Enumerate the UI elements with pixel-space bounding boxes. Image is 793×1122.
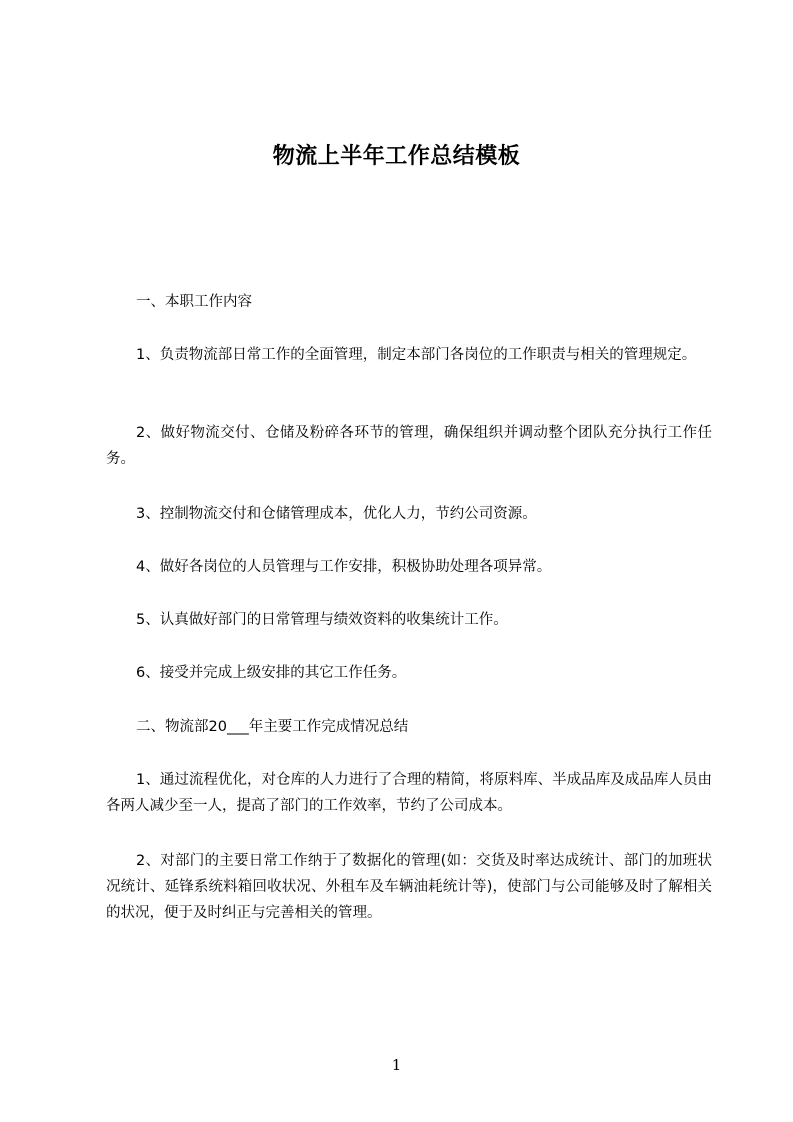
section-heading-2: 二、物流部20___年主要工作完成情况总结 <box>136 719 409 735</box>
paragraph-1-5: 5、认真做好部门的日常管理与绩效资料的收集统计工作。 <box>136 612 508 628</box>
section-heading-1: 一、本职工作内容 <box>136 294 252 310</box>
document-title: 物流上半年工作总结模板 <box>272 144 521 169</box>
paragraph-1-4: 4、做好各岗位的人员管理与工作安排，积极协助处理各项异常。 <box>136 559 552 575</box>
page-number: 1 <box>391 1056 402 1074</box>
paragraph-1-3: 3、控制物流交付和仓储管理成本，优化人力，节约公司资源。 <box>136 506 537 522</box>
paragraph-1-1: 1、负责物流部日常工作的全面管理，制定本部门各岗位的工作职责与相关的管理规定。 <box>136 347 697 363</box>
paragraph-2-1: 1、通过流程优化，对仓库的人力进行了合理的精简，将原料库、半成品库及成品库人员由各两人减少至一人，提高了部门的工作效率，节约了公司成本。 <box>106 772 712 814</box>
paragraph-2-2: 2、对部门的主要日常工作纳于了数据化的管理(如：交货及时率达成统计、部门的加班状况统计、延锋系统料箱回收状况、外租车及车辆油耗统计等)，使部门与公司能够及时了解相关的状况，便于及时纠正与完善相关的管理。 <box>106 853 712 921</box>
paragraph-1-6: 6、接受并完成上级安排的其它工作任务。 <box>136 665 407 681</box>
paragraph-1-2: 2、做好物流交付、仓储及粉碎各环节的管理，确保组织并调动整个团队充分执行工作任务。 <box>106 425 712 467</box>
